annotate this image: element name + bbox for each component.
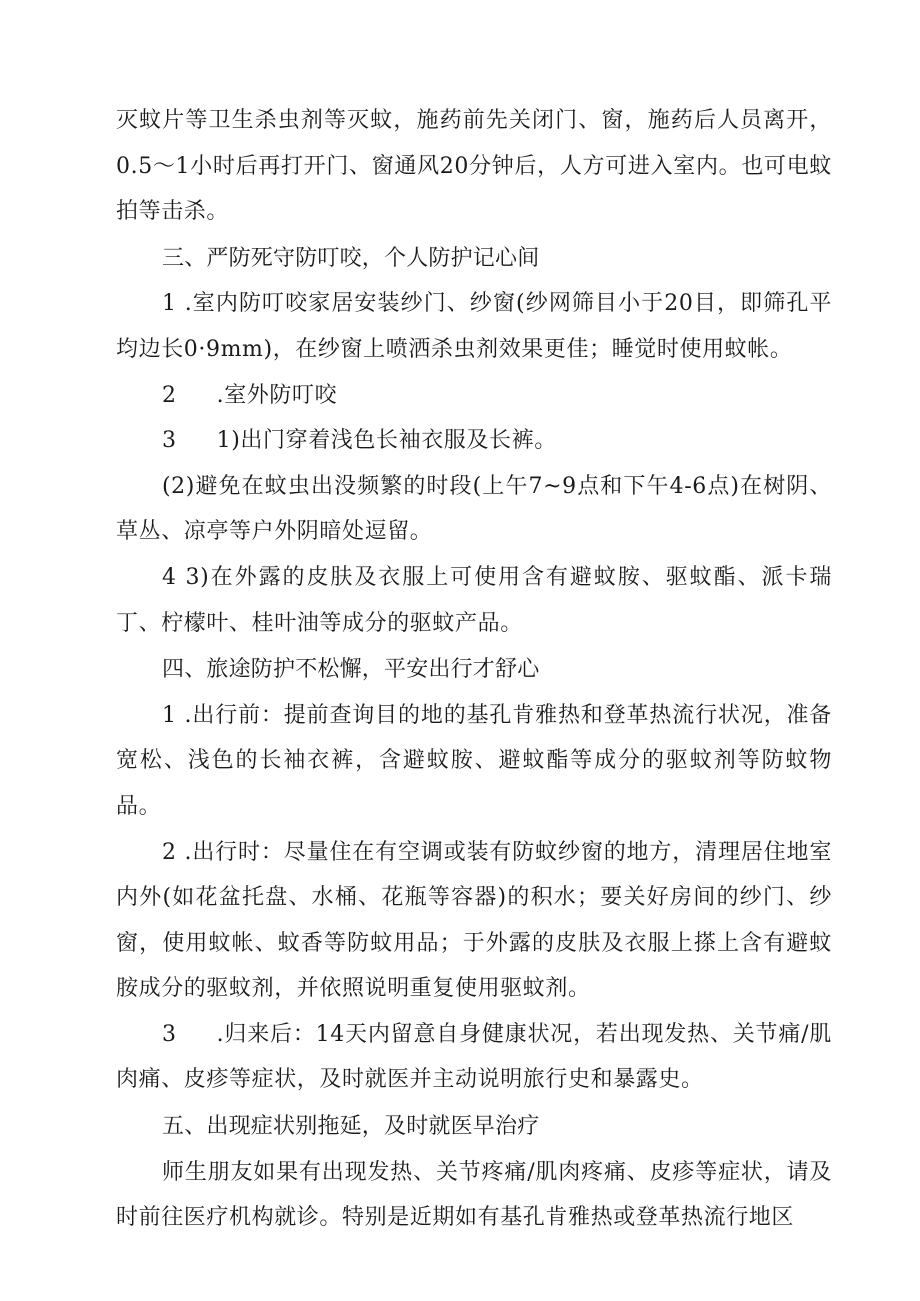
section-heading-4: 四、旅途防护不松懈，平安出行才舒心 <box>162 657 540 683</box>
list-number: 3 <box>162 428 177 454</box>
list-number: 2 <box>162 839 177 865</box>
paragraph-mosquito-killing: 灭蚊片等卫生杀虫剂等灭蚊，施药前先关闭门、窗，施药后人员离开，0.5～1小时后再打开门、窗通风20分钟后，人方可进入室内。也可电蚊拍等击杀。 <box>116 108 832 225</box>
list-number: 3 <box>162 1021 177 1047</box>
list-item-avoid-times: (2)避免在蚊虫出没频繁的时段(上午7~9点和下午4-6点)在树阴、草丛、凉亭等户外阴暗处逗留。 <box>116 473 832 545</box>
list-item-during-travel <box>116 830 832 1012</box>
list-text: .归来后：14天内留意自身健康状况，若出现发热、关节痛/肌肉痛、皮疹等症状，及时就医并主动说明旅行史和暴露史。 <box>116 1021 832 1093</box>
list-text: 1)出门穿着浅色长袖衣服及长裤。 <box>216 428 557 454</box>
document-page <box>116 98 832 1241</box>
list-text: .出行前：提前查询目的地的基孔肯雅热和登革热流行状况，准备宽松、浅色的长袖衣裤，含避蚊胺、避蚊酯等成分的驱蚊剂等防蚊物品。 <box>116 702 832 819</box>
list-text: .室外防叮咬 <box>216 382 338 408</box>
list-number: 1 <box>162 702 177 728</box>
list-item-indoor <box>116 281 832 372</box>
paragraph-seek-care: 师生朋友如果有出现发热、关节疼痛/肌肉疼痛、皮疹等症状，请及时前往医疗机构就诊。特别是近期如有基孔肯雅热或登革热流行地区 <box>116 1159 832 1231</box>
list-item-after-travel <box>116 1012 832 1103</box>
section-heading-5: 五、出现症状别拖延，及时就医早治疗 <box>162 1114 540 1140</box>
list-number: 2 <box>162 382 177 408</box>
section-heading-3: 三、严防死守防叮咬，个人防护记心间 <box>162 245 540 271</box>
list-text: .出行时：尽量住在有空调或装有防蚊纱窗的地方，清理居住地室内外(如花盆托盘、水桶、花瓶等容器)的积水；要关好房间的纱门、纱窗，使用蚊帐、蚊香等防蚊用品；于外露的皮肤及衣服上搽上含有避蚊胺成分的驱蚊剂，并依照说明重复使用驱蚊剂。 <box>116 839 832 1002</box>
list-number: 1 <box>162 291 177 317</box>
list-item-repellent: 4 3)在外露的皮肤及衣服上可使用含有避蚊胺、驱蚊酯、派卡瑞丁、柠檬叶、桂叶油等成分的驱蚊产品。 <box>116 564 832 636</box>
list-item-outdoor <box>116 373 832 419</box>
list-item-before-travel <box>116 693 832 830</box>
list-item-clothing <box>116 418 832 464</box>
list-text: .室内防叮咬家居安装纱门、纱窗(纱网筛目小于20目，即筛孔平均边长0·9mm)，在纱窗上喷洒杀虫剂效果更佳；睡觉时使用蚊帐。 <box>116 291 833 362</box>
